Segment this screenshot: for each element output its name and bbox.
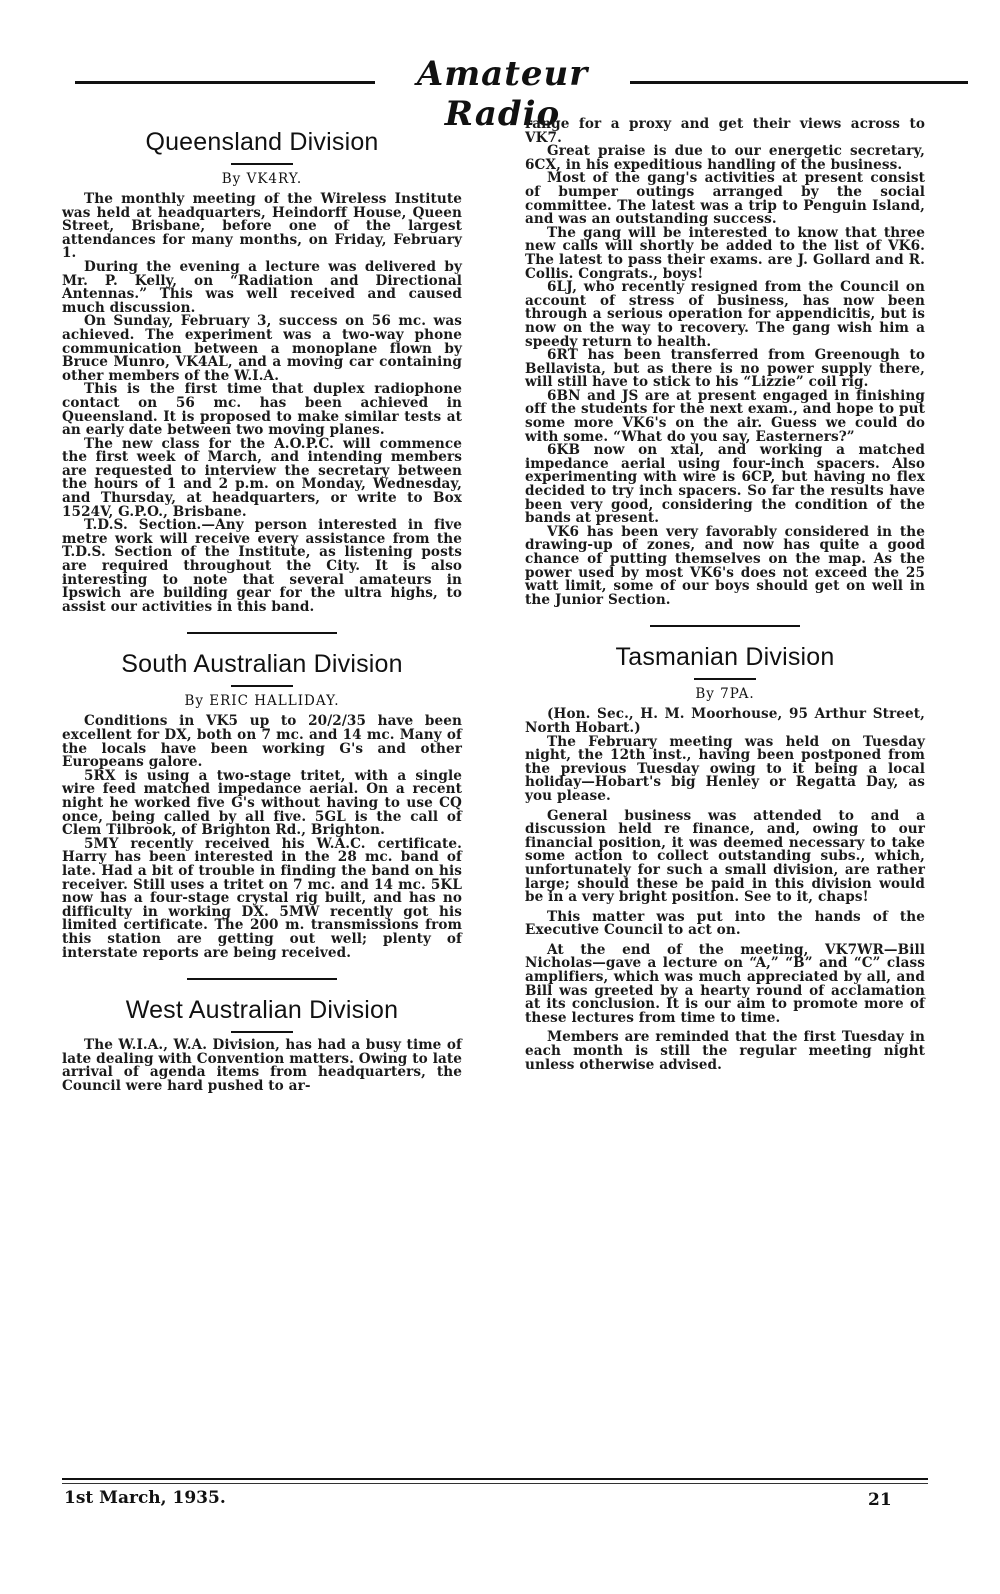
tasmania-section [525,643,925,1072]
west-australia-heading: West Australian Division [125,996,399,1025]
paragraph: The monthly meeting of the Wireless Institute was held at headquarters, Heindorff House, Queen Street, Brisbane, before one of the largest attendances for many months, on Friday, February 1. [62,191,462,262]
page-number: 21 [868,1490,892,1510]
paragraph: 6RT has been transferred from Greenough to Bellavista, but as there is no power supply there, will still have to stick to his “Lizzie” coil rig. [525,347,925,391]
paragraph: Most of the gang's activities at present consist of bumper outings arranged by the social committee. The latest was a trip to Penguin Island, and was an outstanding success. [525,170,925,228]
paragraph: Conditions in VK5 up to 20/2/35 have been excellent for DX, both on 7 mc. and 14 mc. Many of the locals have been working G's and other Europeans galore. [62,713,462,771]
section-divider [650,625,800,627]
paragraph: The gang will be interested to know that three new calls will shortly be added to the list of VK6. The latest to pass their exams. are J. Gollard and R. Collis. Congrats., boys! [525,224,925,282]
left-column [62,118,462,1093]
paragraph: On Sunday, February 3, success on 56 mc. was achieved. The experiment was a two-way phone communication between a monoplane flown by Bruce Munro, VK4AL, and a moving car containing other members of the W.I.A. [62,313,462,384]
paragraph: The new class for the A.O.P.C. will commence the first week of March, and intending members are requested to interview the secretary between the hours of 1 and 2 p.m. on Monday, Wednesday, and Thursday, at headquarters, or write to Box 1524V, G.P.O., Brisbane. [62,435,462,520]
queensland-heading: Queensland Division [145,128,379,156]
paragraph-continuation: range for a proxy and get their views across to VK7. [525,116,925,146]
paragraph: The W.I.A., W.A. Division, has had a busy time of late dealing with Convention matters. Owing to late arrival of agenda items from headquarters, the Council were hard pushed to ar- [62,1037,462,1094]
byline-rule [694,678,756,680]
paragraph: VK6 has been very favorably considered in the drawing-up of zones, and now has quite a good chance of putting themselves on the map. As the power used by most VK6's does not exceed the 25 watt limit, some of our boys should get on well in the Junior Section. [525,523,925,608]
west-australia-continued [525,118,925,607]
queensland-section [62,128,462,614]
paragraph: 5MY recently received his W.A.C. certificate. Harry has been interested in the 28 mc. band of late. Had a bit of trouble in finding the band on his receiver. Still uses a tritet on 7 mc. and 14 mc. 5KL now has a four-stage crystal rig built, and has no difficulty in working DX. 5MW recently got his limited certificate. The 200 m. transmissions from this station are getting out well; plenty of interstate reports are being received. [62,835,462,961]
paragraph: (Hon. Sec., H. M. Moorhouse, 95 Arthur Street, North Hobart.) [525,706,925,736]
paragraph: This is the first time that duplex radiophone contact on 56 mc. has been achieved in Queensland. It is proposed to make similar tests at an early date between two moving planes. [62,381,462,439]
paragraph: During the evening a lecture was delivered by Mr. P. Kelly, on “Radiation and Directional Antennas.” This was well received and caused much discussion. [62,258,462,316]
tasmania-heading: Tasmanian Division [615,643,835,672]
paragraph: 6BN and JS are at present engaged in finishing off the students for the next exam., and hope to put some more VK6's on the air. Guess we could do with some. “What do you say, Easterners?” [525,387,925,445]
paragraph: 6KB now on xtal, and working a matched impedance aerial using four-inch spacers. Also experimenting with wire is 6CP, but having no flex decided to try inch spacers. So far the results have been very good, considering the condition of the bands at present. [525,442,925,527]
footer-rule-thin [62,1483,928,1484]
tds-text: —Any person interested in five metre work will receive every assistance from the T.D.S. Section of the Institute, as listening posts are required throughout the City. It is also interesting to note that several amateurs in Ipswich are building gear for the ultra highs, to assist our activities in this band. [62,517,462,615]
paragraph [62,519,462,614]
right-column [525,118,925,1072]
masthead-rule-right [630,81,968,84]
byline-rule [231,685,293,687]
masthead-rule-left [75,81,375,84]
tasmania-byline: By 7PA. [695,686,755,703]
south-australia-heading: South Australian Division [121,650,403,679]
south-australia-section [62,650,462,960]
west-australia-section [62,996,462,1093]
byline-rule [231,163,293,165]
footer-rule [62,1478,928,1480]
masthead-title: Amateur Radio [416,54,589,134]
paragraph: General business was attended to and a discussion held re finance, and, owing to our financial position, it was deemed necessary to take some action to collect outstanding subs., which, unfortunately for such a small division, are rather large; should these be paid in this division would be in a very bright position. See to it, chaps! [525,807,925,906]
paragraph: This matter was put into the hands of the Executive Council to act on. [525,908,925,939]
paragraph: 5RX is using a two-stage tritet, with a single wire feed matched impedance aerial. On a recent night he worked five G's without having to use CQ once, being called by all five. 5GL is the call of Clem Tilbrook, of Brighton Rd., Brighton. [62,767,462,839]
south-australia-byline: By ERIC HALLIDAY. [184,693,340,710]
section-divider [187,632,337,634]
tds-lead: T.D.S. Section. [84,517,202,534]
issue-date: 1st March, 1935. [64,1488,226,1508]
byline-rule [231,1031,293,1033]
paragraph: The February meeting was held on Tuesday night, the 12th inst., having been postponed from the previous Tuesday owing to it being a local holiday—Hobart's big Henley or Regatta Day, as you please. [525,733,925,804]
paragraph: Members are reminded that the first Tuesday in each month is still the regular meeting night unless otherwise advised. [525,1029,925,1073]
section-divider [187,978,337,980]
queensland-byline: By VK4RY. [221,171,303,187]
paragraph: 6LJ, who recently resigned from the Council on account of stress of business, has now been through a serious operation for appendicitis, but is now on the way to recovery. The gang wish him a speedy return to health. [525,279,925,350]
paragraph: Great praise is due to our energetic secretary, 6CX, in his expeditious handling of the business. [525,143,925,173]
paragraph: At the end of the meeting, VK7WR—Bill Nicholas—gave a lecture on “A,” “B” and “C” class amplifiers, which was much appreciated by all, and Bill was greeted by a hearty round of acclamation at its conclusion. It is our aim to promote more of these lectures from time to time. [525,941,925,1026]
